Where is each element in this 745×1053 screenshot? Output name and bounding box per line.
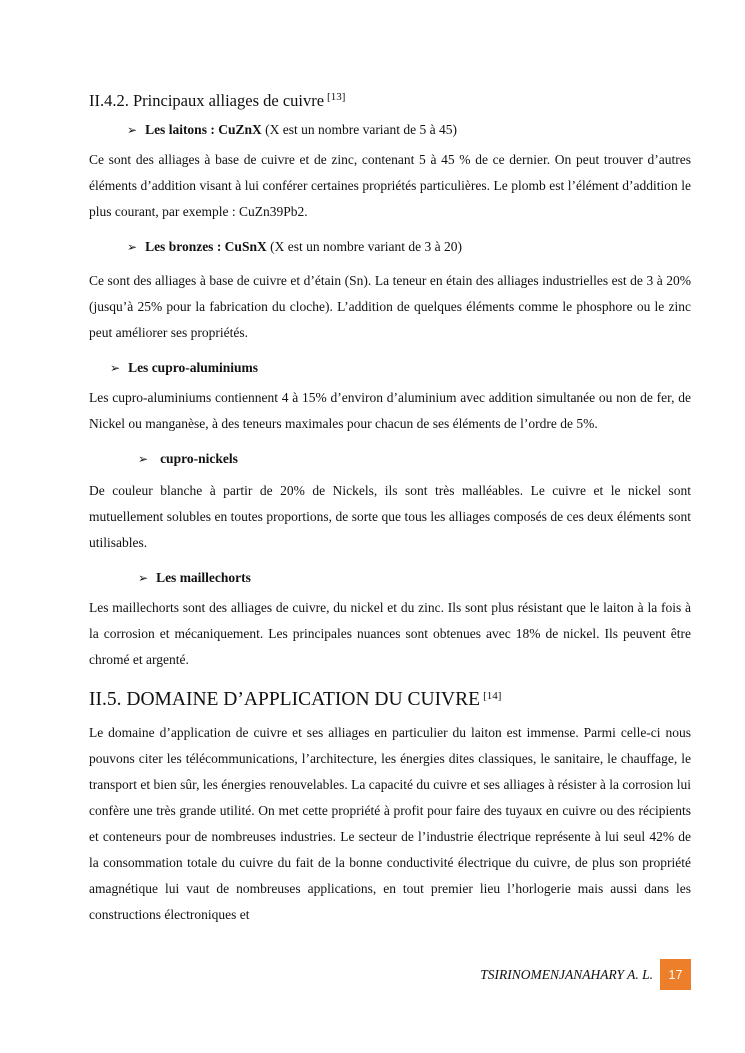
- bullet-title: cupro-nickels: [160, 451, 238, 466]
- bullet-title: Les bronzes : CuSnX: [145, 239, 267, 254]
- paragraph-laitons: Ce sont des alliages à base de cuivre et de zinc, contenant 5 à 45 % de ce dernier. On peut trouver d’autres éléments d’addition visant à lui conférer certaines propriétés particulières. Le plomb est l’élément d’addition le plus courant, par exemple : CuZn39Pb2.: [89, 152, 691, 219]
- bullet-title: Les laitons : CuZnX: [145, 122, 262, 137]
- bullet-note: (X est un nombre variant de 5 à 45): [261, 122, 458, 137]
- section-heading-alloys: [89, 86, 691, 112]
- heading-text: II.5. DOMAINE D’APPLICATION DU CUIVRE: [89, 689, 481, 710]
- citation-ref: [14]: [483, 690, 502, 702]
- page-content: [89, 86, 691, 937]
- arrow-bullet-icon: ➢: [127, 240, 138, 254]
- bullet-note: (X est un nombre variant de 3 à 20): [266, 239, 463, 254]
- arrow-bullet-icon: ➢: [138, 571, 149, 585]
- bullet-maillechorts: [89, 568, 691, 588]
- arrow-bullet-icon: ➢: [138, 452, 149, 466]
- heading-text: II.4.2. Principaux alliages de cuivre: [89, 91, 325, 110]
- arrow-bullet-icon: ➢: [110, 361, 121, 375]
- bullet-bronzes: [89, 237, 691, 257]
- footer-author: TSIRINOMENJANAHARY A. L.: [480, 967, 653, 982]
- paragraph-cupro-aluminiums: Les cupro-aluminiums contiennent 4 à 15% d’environ d’aluminium avec addition simultanée ou non de fer, de Nickel ou manganèse, à des teneurs maximales pour chacun de ses éléments de l’ordre de 5%.: [89, 390, 691, 431]
- page-number-badge: 17: [660, 959, 691, 990]
- bullet-title: Les cupro-aluminiums: [128, 360, 258, 375]
- bullet-title: Les maillechorts: [156, 570, 251, 585]
- bullet-laitons: [89, 120, 691, 140]
- bullet-cupro-nickels: [89, 449, 691, 469]
- paragraph-cupro-nickels: De couleur blanche à partir de 20% de Nickels, ils sont très malléables. Le cuivre et le nickel sont mutuellement solubles en toutes proportions, de sorte que tous les alliages composés de ces deux éléments sont utilisables.: [89, 483, 691, 550]
- paragraph-maillechorts: Les maillechorts sont des alliages de cuivre, du nickel et du zinc. Ils sont plus résistant que le laiton à la fois à la corrosion et mécaniquement. Les principales nuances sont obtenues avec 18% de nickel. Ils peuvent être chromé et argenté.: [89, 600, 691, 667]
- paragraph-applications: Le domaine d’application de cuivre et ses alliages en particulier du laiton est immense. Parmi celle-ci nous pouvons citer les télécommunications, l’architecture, les énergies dites classiques, le sanitaire, le chauffage, le transport et bien sûr, les énergies renouvelables. La capacité du cuivre et ses alliages à résister à la corrosion lui confère une très grande utilité. On met cette propriété à profit pour faire des tuyaux en cuivre ou des récipients et conteneurs pour de nombreuses industries. Le secteur de l’industrie électrique représente à lui seul 42% de la consommation totale du cuivre du fait de la bonne conductivité électrique du cuivre, de plus son propriété amagnétique lui vaut de nombreuses applications, en tout premier lieu l’horlogerie mais aussi dans les constructions électroniques et: [89, 725, 691, 922]
- citation-ref: [13]: [327, 91, 346, 103]
- paragraph-bronzes: Ce sont des alliages à base de cuivre et d’étain (Sn). La teneur en étain des alliages industrielles est de 3 à 20% (jusqu’à 25% pour la fabrication du cloche). L’addition de quelques éléments comme le phosphore ou le zinc peut améliorer ses propriétés.: [89, 273, 691, 340]
- section-heading-applications: [89, 683, 691, 713]
- bullet-cupro-aluminiums: [89, 358, 691, 378]
- arrow-bullet-icon: ➢: [127, 123, 138, 137]
